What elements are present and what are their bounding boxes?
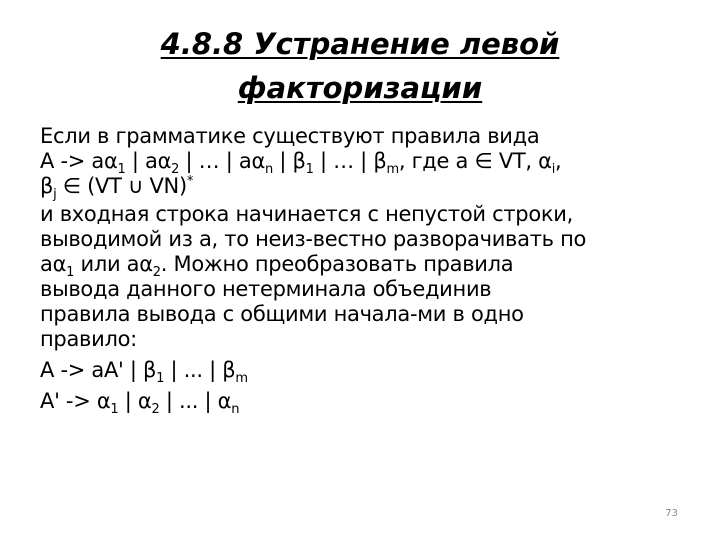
para2-line-3-b: или aα (74, 252, 153, 276)
rule-text-2: | aα (125, 149, 172, 173)
rule-sub-6: i (551, 162, 556, 178)
para2-line-3-a: aα (40, 252, 67, 276)
para2-line-3-sub-2: 2 (152, 265, 161, 281)
rule-text-5: | … | β (313, 149, 387, 173)
para2-line-3 (40, 252, 700, 281)
result2-text-c: | ... | α (159, 389, 232, 413)
para2-line-3-sub-1: 1 (66, 265, 75, 281)
intro-line: Если в грамматике существуют правила вида (40, 124, 540, 148)
slide-title (0, 22, 720, 110)
title-line-2: факторизации (237, 71, 483, 105)
para2-line-1: и входная строка начинается с непустой строки, (40, 202, 573, 226)
para2-line-2: выводимой из a, то неиз-вестно разворачивать по (40, 227, 587, 251)
rule-text-7: , (555, 149, 562, 173)
rule-sub-1: 1 (117, 162, 126, 178)
title-line-1: 4.8.8 Устранение левой (160, 27, 560, 61)
result-rule-1 (40, 358, 700, 387)
result2-sub-2: 2 (151, 402, 160, 418)
result2-text-b: | α (118, 389, 152, 413)
result2-text-a: A' -> α (40, 389, 111, 413)
result-rule-2 (40, 389, 700, 418)
slide-body (40, 124, 700, 418)
beta-sup-star: * (186, 174, 194, 189)
rule-text-1: A -> aα (40, 149, 118, 173)
result1-sub-2: m (235, 371, 248, 387)
para2-line-3-c: . Можно преобразовать правила (160, 252, 514, 276)
beta-sub-1: j (53, 187, 57, 203)
rule-text-3: | … | aα (179, 149, 265, 173)
para2-line-6: правило: (40, 327, 137, 351)
result1-sub-1: 1 (156, 371, 165, 387)
beta-text-1: β (40, 174, 54, 198)
rule-sub-2: 2 (171, 162, 180, 178)
result1-text-a: A -> aA' | β (40, 358, 157, 382)
beta-text-2: ∈ (VT ∪ VN) (56, 174, 187, 198)
result1-text-b: | ... | β (164, 358, 236, 382)
rule-line (40, 149, 700, 178)
result2-sub-3: n (231, 402, 240, 418)
result2-sub-1: 1 (110, 402, 119, 418)
rule-sub-5: m (386, 162, 399, 178)
rule-text-6: , где a ∈ VT, α (398, 149, 552, 173)
beta-line (40, 174, 700, 203)
para2-line-4: вывода данного нетерминала объединив (40, 277, 492, 301)
rule-sub-3: n (265, 162, 273, 178)
rule-text-4: | β (272, 149, 306, 173)
para2-line-5: правила вывода с общими начала-ми в одно (40, 302, 524, 326)
rule-sub-4: 1 (305, 162, 314, 178)
page-number: 73 (665, 508, 678, 519)
